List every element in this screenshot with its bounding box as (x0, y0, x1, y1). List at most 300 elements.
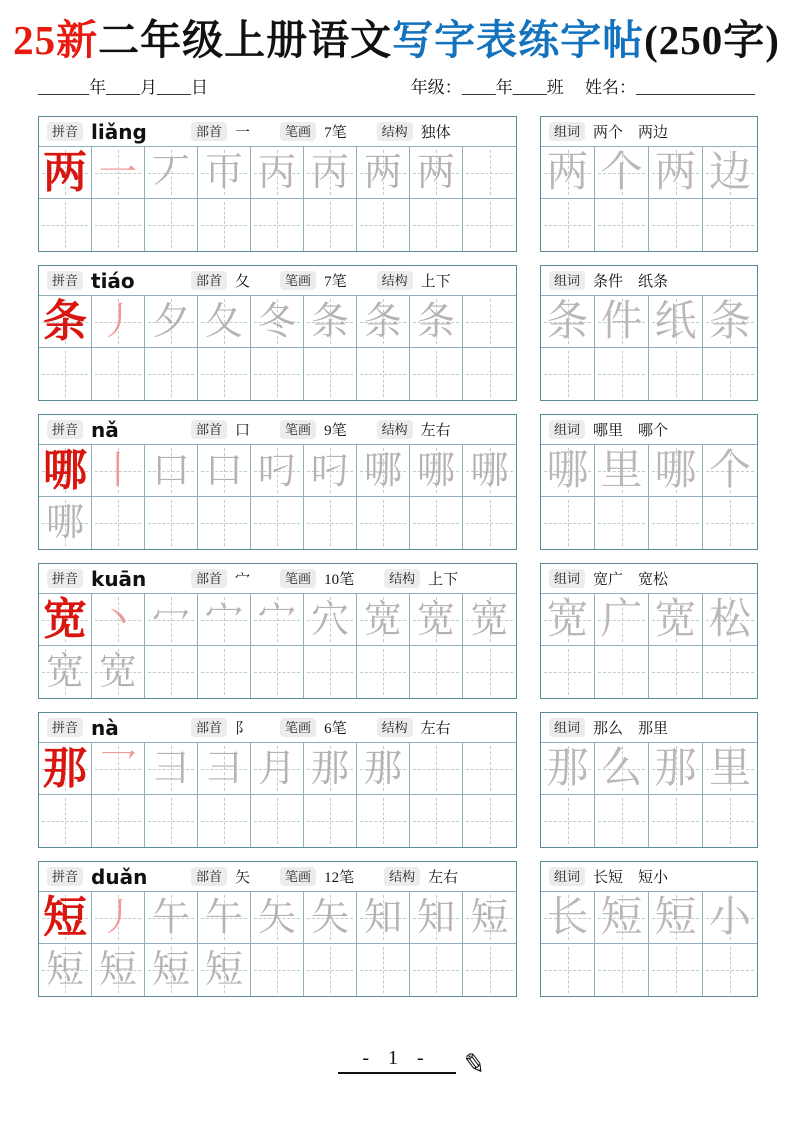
stroke-trace-cell (198, 296, 251, 348)
stroke-trace-cell-glyph: 口 (204, 449, 243, 492)
word-practice-cell (541, 944, 595, 996)
word-trace-cell-glyph: 条 (708, 298, 751, 345)
main-char-cell (39, 594, 92, 646)
word-practice-cell (595, 795, 649, 847)
pinyin-badge: 拼音 (47, 718, 83, 737)
practice-row (38, 265, 758, 401)
structure-value: 左右 (420, 423, 451, 439)
stroke-trace-cell-glyph: 夕 (151, 300, 190, 343)
structure-value: 上下 (420, 274, 451, 290)
stroke-trace-cell (92, 892, 145, 944)
word-trace-cell-glyph: 宽 (546, 596, 589, 643)
practice-cell (357, 199, 410, 251)
character-info-header (39, 415, 516, 445)
practice-cell-glyph: 宽 (45, 651, 84, 693)
stroke-trace-cell-glyph: 矢 (257, 896, 296, 939)
stroke-trace-cell-glyph: 丙 (257, 151, 296, 194)
practice-row (38, 563, 758, 699)
stroke-practice-block (38, 563, 517, 699)
word-practice-block (540, 414, 758, 550)
words-badge: 组词 (549, 122, 585, 141)
word-trace-cell-glyph: 宽 (654, 596, 697, 643)
pinyin-value: liǎng (91, 119, 147, 144)
word-trace-grid (541, 445, 757, 549)
main-char-cell-glyph: 两 (43, 147, 87, 197)
word-trace-grid (541, 743, 757, 847)
words-value: 条件 纸条 (593, 274, 669, 290)
structure-value: 独体 (420, 125, 451, 141)
word-trace-cell (649, 296, 703, 348)
stroke-trace-cell-glyph: 两 (416, 151, 455, 194)
practice-cell (304, 944, 357, 996)
practice-cell (198, 497, 251, 549)
words-value: 长短 短小 (593, 870, 669, 886)
practice-cell-glyph: 短 (45, 949, 84, 991)
stroke-order-grid (39, 296, 516, 400)
word-trace-cell-glyph: 边 (708, 149, 751, 196)
word-trace-cell (595, 892, 649, 944)
stroke-trace-cell-glyph: 条 (310, 300, 349, 343)
stroke-trace-cell (198, 445, 251, 497)
stroke-trace-cell (410, 296, 463, 348)
word-practice-block (540, 712, 758, 848)
stroke-trace-cell (410, 743, 463, 795)
word-practice-cell (595, 497, 649, 549)
pinyin-value: kuān (91, 566, 147, 591)
practice-cell-glyph: 短 (204, 949, 243, 991)
word-practice-cell (541, 497, 595, 549)
pinyin-badge: 拼音 (47, 271, 83, 290)
stroke-trace-cell (304, 743, 357, 795)
word-practice-cell (703, 944, 757, 996)
radical-value: 矢 (235, 870, 251, 886)
word-trace-cell-glyph: 条 (546, 298, 589, 345)
stroke-trace-cell-glyph: 夂 (204, 300, 243, 343)
stroke-practice-block (38, 265, 517, 401)
word-trace-grid (541, 594, 757, 698)
structure-badge: 结构 (384, 569, 420, 588)
word-practice-cell (649, 795, 703, 847)
stroke-trace-cell (304, 445, 357, 497)
word-trace-cell (649, 594, 703, 646)
word-practice-cell (595, 199, 649, 251)
stroke-trace-cell-glyph: 那 (363, 747, 402, 790)
practice-cell (92, 348, 145, 400)
radical-value: 阝 (235, 721, 251, 737)
page-footer (0, 1047, 793, 1082)
stroke-count-badge: 笔画 (280, 420, 316, 439)
stroke-order-grid (39, 743, 516, 847)
stroke-count-badge: 笔画 (280, 867, 316, 886)
practice-cell (357, 944, 410, 996)
word-trace-cell-glyph: 两 (546, 149, 589, 196)
stroke-trace-cell-glyph: 那 (310, 747, 349, 790)
practice-row (38, 414, 758, 550)
stroke-trace-cell (251, 296, 304, 348)
stroke-trace-cell (92, 445, 145, 497)
main-char-cell (39, 743, 92, 795)
radical-value: 一 (235, 125, 251, 141)
stroke-order-grid (39, 147, 516, 251)
word-trace-cell (649, 147, 703, 199)
structure-badge: 结构 (384, 867, 420, 886)
page-title (0, 14, 793, 66)
words-header (541, 713, 757, 743)
practice-cell (410, 795, 463, 847)
character-info-header (39, 564, 516, 594)
stroke-trace-cell-glyph: 帀 (204, 151, 243, 194)
stroke-trace-cell-glyph: 叼 (257, 449, 296, 492)
practice-cell (463, 795, 516, 847)
practice-cell (410, 199, 463, 251)
words-header (541, 415, 757, 445)
word-practice-cell (541, 646, 595, 698)
practice-cell (251, 348, 304, 400)
stroke-order-grid (39, 892, 516, 996)
word-trace-cell-glyph: 里 (600, 447, 643, 494)
words-header (541, 266, 757, 296)
word-trace-cell-glyph: 纸 (654, 298, 697, 345)
stroke-trace-cell-glyph: 矢 (310, 896, 349, 939)
radical-value: 口 (235, 423, 251, 439)
word-trace-cell-glyph: 哪 (654, 447, 697, 494)
stroke-count-value: 7笔 (324, 274, 347, 290)
practice-cell (304, 795, 357, 847)
title-count: (250字) (644, 17, 780, 63)
stroke-trace-cell (251, 147, 304, 199)
main-char-cell (39, 296, 92, 348)
pinyin-value: nǎ (91, 417, 119, 442)
word-trace-grid (541, 892, 757, 996)
stroke-trace-cell (357, 594, 410, 646)
stroke-trace-cell-glyph: 月 (257, 747, 296, 790)
stroke-count-badge: 笔画 (280, 122, 316, 141)
practice-cell (39, 199, 92, 251)
pinyin-value: tiáo (91, 268, 135, 293)
words-badge: 组词 (549, 569, 585, 588)
word-trace-cell (541, 296, 595, 348)
stroke-trace-cell-glyph: 叼 (310, 449, 349, 492)
class-name-blanks: 年级：____年____班 姓名：______________ (410, 78, 755, 97)
pinyin-badge: 拼音 (47, 569, 83, 588)
stroke-trace-cell (92, 296, 145, 348)
practice-cell (251, 497, 304, 549)
practice-cell (145, 199, 198, 251)
stroke-trace-cell (304, 147, 357, 199)
character-info-header (39, 713, 516, 743)
practice-cell (92, 199, 145, 251)
pinyin-value: nà (91, 715, 119, 740)
date-blanks: ______年____月____日 (38, 78, 208, 97)
radical-badge: 部首 (191, 569, 227, 588)
pinyin-badge: 拼音 (47, 420, 83, 439)
stroke-trace-cell (304, 892, 357, 944)
practice-cell (39, 944, 92, 996)
words-value: 两个 两边 (593, 125, 669, 141)
word-trace-cell (649, 445, 703, 497)
word-practice-cell (541, 348, 595, 400)
practice-cell (410, 944, 463, 996)
word-trace-cell-glyph: 个 (708, 447, 751, 494)
word-practice-cell (703, 646, 757, 698)
words-badge: 组词 (549, 420, 585, 439)
word-trace-cell-glyph: 松 (708, 596, 751, 643)
word-practice-cell (703, 199, 757, 251)
word-trace-cell (595, 445, 649, 497)
practice-cell (357, 497, 410, 549)
character-info-header (39, 862, 516, 892)
stroke-trace-cell (198, 892, 251, 944)
practice-cell (145, 795, 198, 847)
stroke-trace-cell (145, 892, 198, 944)
stroke-trace-cell-glyph: 彐 (151, 747, 190, 790)
title-subject: 写字表练字帖 (392, 17, 645, 63)
title-grade: 二年级上册语文 (98, 17, 393, 63)
pinyin-value: duǎn (91, 864, 148, 889)
stroke-trace-cell-glyph: 知 (363, 896, 402, 939)
practice-cell (145, 497, 198, 549)
stroke-trace-cell-glyph: 午 (204, 896, 243, 939)
word-trace-cell-glyph: 短 (600, 894, 643, 941)
words-header (541, 564, 757, 594)
stroke-trace-cell (198, 147, 251, 199)
stroke-trace-cell (198, 743, 251, 795)
stroke-trace-cell-glyph: 两 (363, 151, 402, 194)
stroke-trace-cell-glyph: 条 (363, 300, 402, 343)
word-practice-block (540, 116, 758, 252)
stroke-trace-cell-glyph: 条 (416, 300, 455, 343)
word-practice-cell (703, 348, 757, 400)
stroke-trace-cell-glyph: 哪 (416, 449, 455, 492)
practice-row (38, 861, 758, 997)
stroke-count-value: 12笔 (324, 870, 355, 886)
stroke-trace-cell-glyph: 丿 (98, 896, 137, 939)
practice-cell (39, 646, 92, 698)
stroke-trace-cell-glyph: 冬 (257, 300, 296, 343)
stroke-trace-cell (357, 147, 410, 199)
stroke-trace-cell-glyph: 宀 (257, 598, 296, 641)
word-practice-block (540, 265, 758, 401)
structure-badge: 结构 (377, 271, 413, 290)
stroke-trace-cell (463, 594, 516, 646)
practice-cell (304, 199, 357, 251)
practice-cell (251, 199, 304, 251)
word-trace-cell-glyph: 件 (600, 298, 643, 345)
word-practice-cell (541, 795, 595, 847)
word-trace-cell (649, 892, 703, 944)
words-value: 哪里 哪个 (593, 423, 669, 439)
word-trace-cell (541, 594, 595, 646)
word-practice-cell (595, 944, 649, 996)
word-practice-block (540, 563, 758, 699)
header-form (38, 76, 755, 100)
stroke-trace-cell-glyph: 彐 (204, 747, 243, 790)
stroke-trace-cell (92, 743, 145, 795)
stroke-trace-cell (251, 892, 304, 944)
words-value: 宽广 宽松 (593, 572, 669, 588)
word-trace-cell (649, 743, 703, 795)
main-char-cell (39, 445, 92, 497)
stroke-trace-cell (357, 445, 410, 497)
practice-cell (92, 944, 145, 996)
stroke-trace-cell-glyph: 冖 (151, 598, 190, 641)
stroke-trace-cell-glyph: 宀 (204, 598, 243, 641)
words-badge: 组词 (549, 718, 585, 737)
stroke-trace-cell (463, 296, 516, 348)
word-trace-cell-glyph: 么 (600, 745, 643, 792)
stroke-trace-cell (357, 743, 410, 795)
stroke-trace-cell-glyph: 午 (151, 896, 190, 939)
word-practice-cell (541, 199, 595, 251)
stroke-trace-cell (92, 147, 145, 199)
main-char-cell-glyph: 哪 (43, 445, 87, 495)
words-value: 那么 那里 (593, 721, 669, 737)
structure-badge: 结构 (377, 420, 413, 439)
character-info-header (39, 117, 516, 147)
stroke-count-value: 10笔 (324, 572, 355, 588)
practice-cell (463, 646, 516, 698)
practice-cell (463, 348, 516, 400)
word-trace-grid (541, 147, 757, 251)
pencil-icon: ✎ (460, 1047, 488, 1082)
words-badge: 组词 (549, 271, 585, 290)
stroke-trace-cell-glyph: 丿 (98, 300, 137, 343)
stroke-trace-cell (145, 296, 198, 348)
stroke-trace-cell-glyph: 穴 (310, 598, 349, 641)
stroke-practice-block (38, 712, 517, 848)
word-practice-cell (649, 199, 703, 251)
word-practice-cell (649, 348, 703, 400)
stroke-trace-cell (410, 892, 463, 944)
practice-cell (410, 497, 463, 549)
practice-cell (198, 199, 251, 251)
stroke-trace-cell (198, 594, 251, 646)
stroke-count-value: 6笔 (324, 721, 347, 737)
practice-cell-glyph: 哪 (45, 502, 84, 544)
word-trace-cell (703, 445, 757, 497)
practice-cell-glyph: 短 (98, 949, 137, 991)
practice-cell (92, 646, 145, 698)
stroke-trace-cell (145, 147, 198, 199)
word-practice-cell (649, 944, 703, 996)
practice-cell (145, 646, 198, 698)
word-practice-cell (649, 497, 703, 549)
footer-rule (338, 1072, 456, 1074)
stroke-trace-cell (463, 743, 516, 795)
main-char-cell (39, 892, 92, 944)
radical-value: 夂 (235, 274, 251, 290)
word-trace-cell (595, 147, 649, 199)
stroke-trace-cell (145, 445, 198, 497)
word-trace-cell (703, 594, 757, 646)
word-trace-cell-glyph: 个 (600, 149, 643, 196)
word-trace-cell (541, 743, 595, 795)
word-practice-cell (703, 795, 757, 847)
practice-cell (304, 497, 357, 549)
stroke-practice-block (38, 861, 517, 997)
stroke-trace-cell (410, 147, 463, 199)
title-edition: 25新 (13, 17, 99, 63)
pinyin-badge: 拼音 (47, 867, 83, 886)
structure-value: 左右 (428, 870, 459, 886)
stroke-trace-cell-glyph: 短 (470, 896, 509, 939)
radical-badge: 部首 (191, 420, 227, 439)
stroke-trace-cell (145, 594, 198, 646)
practice-rows (38, 116, 758, 997)
practice-cell (304, 348, 357, 400)
practice-cell (410, 348, 463, 400)
practice-cell (145, 944, 198, 996)
word-trace-cell-glyph: 那 (546, 745, 589, 792)
word-trace-cell (703, 296, 757, 348)
stroke-trace-cell-glyph: 一 (98, 151, 137, 194)
word-trace-cell-glyph: 两 (654, 149, 697, 196)
stroke-trace-cell-glyph: 口 (151, 449, 190, 492)
stroke-trace-cell (145, 743, 198, 795)
stroke-order-grid (39, 445, 516, 549)
stroke-count-badge: 笔画 (280, 271, 316, 290)
words-header (541, 117, 757, 147)
practice-cell (304, 646, 357, 698)
practice-cell (92, 795, 145, 847)
practice-cell (198, 348, 251, 400)
stroke-trace-cell-glyph: 宽 (363, 598, 402, 641)
word-trace-cell (703, 892, 757, 944)
pinyin-badge: 拼音 (47, 122, 83, 141)
main-char-cell (39, 147, 92, 199)
stroke-trace-cell-glyph: 丨 (98, 449, 137, 492)
word-practice-cell (703, 497, 757, 549)
word-trace-cell (703, 743, 757, 795)
stroke-trace-cell-glyph: 知 (416, 896, 455, 939)
stroke-trace-cell (92, 594, 145, 646)
word-trace-cell-glyph: 那 (654, 745, 697, 792)
stroke-trace-cell (304, 296, 357, 348)
word-trace-cell (595, 743, 649, 795)
practice-cell (198, 795, 251, 847)
stroke-practice-block (38, 116, 517, 252)
main-char-cell-glyph: 条 (43, 296, 87, 346)
word-trace-cell (595, 296, 649, 348)
word-practice-cell (649, 646, 703, 698)
stroke-trace-cell (251, 743, 304, 795)
practice-cell (357, 348, 410, 400)
word-trace-cell (595, 594, 649, 646)
main-char-cell-glyph: 宽 (43, 594, 87, 644)
practice-cell (198, 944, 251, 996)
practice-row (38, 116, 758, 252)
stroke-trace-cell (251, 445, 304, 497)
stroke-trace-cell-glyph: 丶 (98, 598, 137, 641)
word-trace-cell (541, 892, 595, 944)
stroke-trace-cell (357, 296, 410, 348)
practice-cell (251, 646, 304, 698)
practice-cell-glyph: 宽 (98, 651, 137, 693)
stroke-trace-cell-glyph: 丆 (151, 151, 190, 194)
radical-badge: 部首 (191, 271, 227, 290)
word-trace-cell-glyph: 长 (546, 894, 589, 941)
word-trace-cell-glyph: 广 (600, 596, 643, 643)
structure-value: 上下 (428, 572, 459, 588)
practice-cell (39, 348, 92, 400)
stroke-trace-cell-glyph: 丙 (310, 151, 349, 194)
stroke-trace-cell (304, 594, 357, 646)
practice-cell (198, 646, 251, 698)
radical-value: 宀 (235, 572, 251, 588)
stroke-trace-cell-glyph: 乛 (98, 747, 137, 790)
word-trace-cell-glyph: 里 (708, 745, 751, 792)
practice-cell (357, 646, 410, 698)
